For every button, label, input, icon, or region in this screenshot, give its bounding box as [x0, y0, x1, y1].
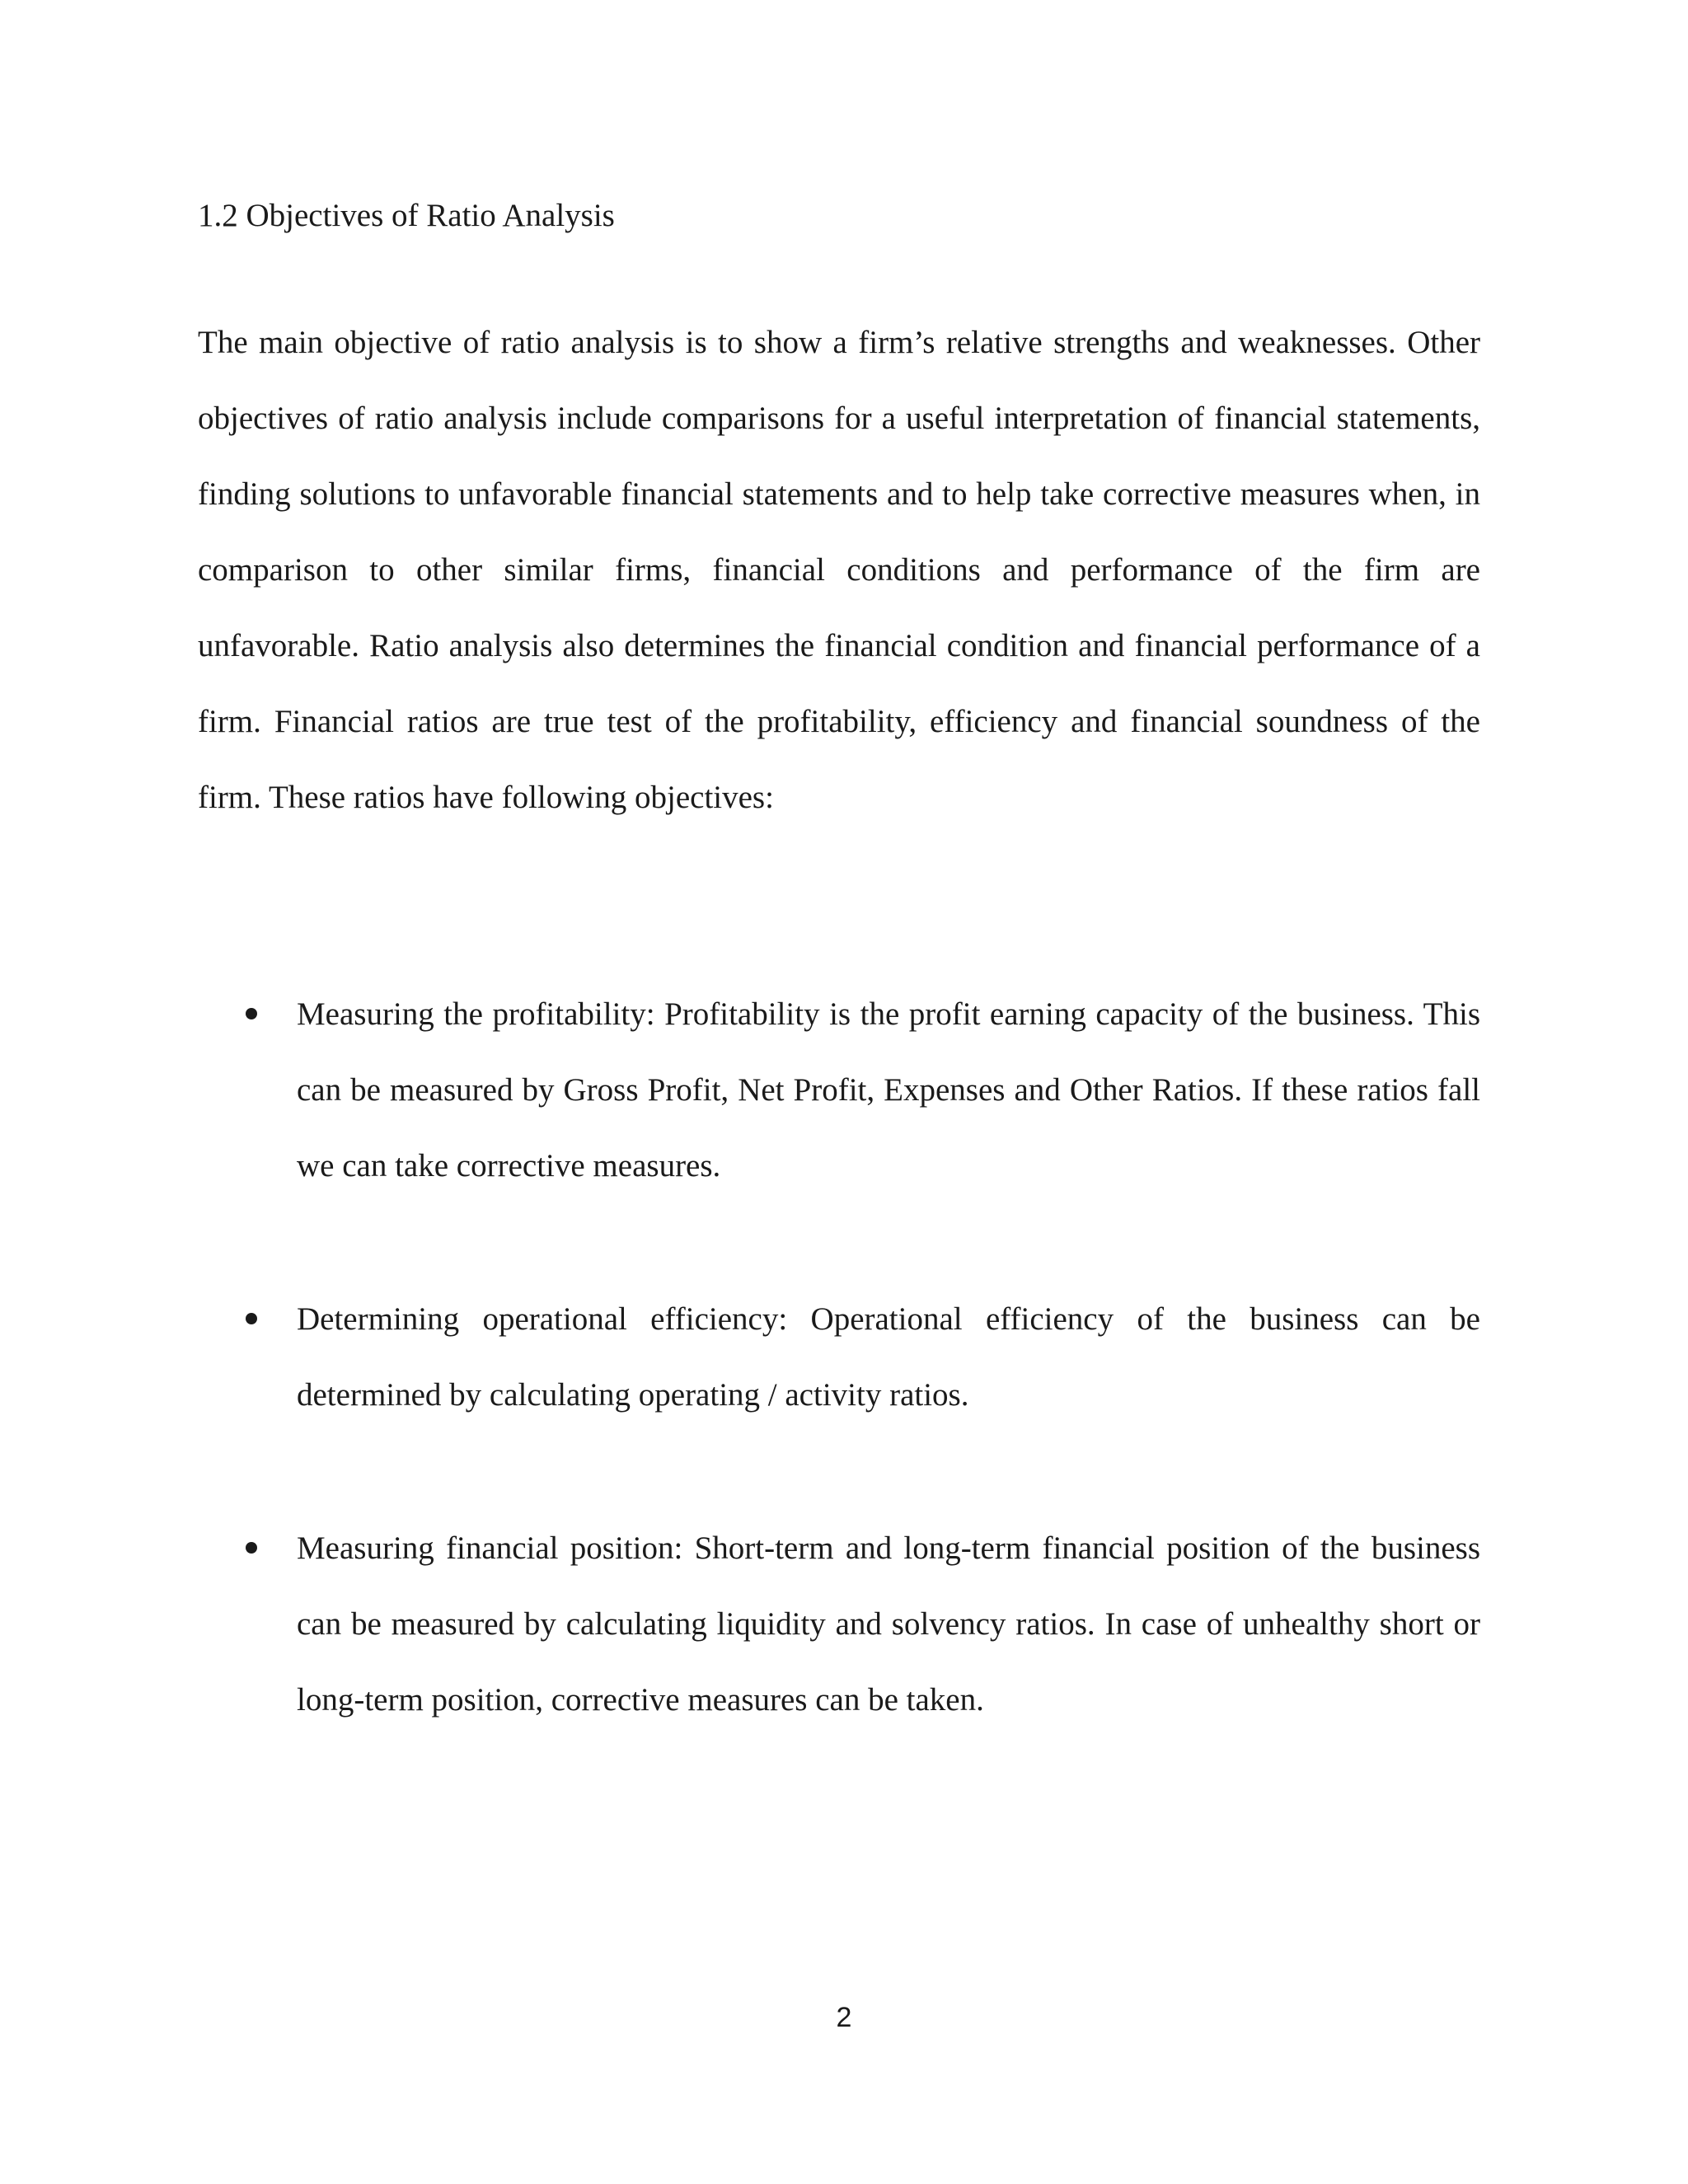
- intro-paragraph: The main objective of ratio analysis is to show a firm’s relative strengths and weaknesses. Other objectives of ratio analysis include comparisons for a useful interpretation of financial statements, finding solutions to unfavorable financial statements and to help take corrective measures when, in comparison to other similar firms, financial conditions and performance of the firm are unfavorable. Ratio analysis also determines the financial condition and financial performance of a firm. Financial ratios are true test of the profitability, efficiency and financial soundness of the firm. These ratios have following objectives:: [198, 325, 1480, 815]
- objective-text: Measuring the profitability: Profitability is the profit earning capacity of the business. This can be measured by Gross Profit, Net Profit, Expenses and Other Ratios. If these ratios fall we can take corrective measures.: [297, 996, 1480, 1183]
- objective-item-profitability: [198, 977, 1480, 1204]
- objective-text: Measuring financial position: Short-term and long-term financial position of the business can be measured by calculating liquidity and solvency ratios. In case of unhealthy short or long-term position, corrective measures can be taken.: [297, 1530, 1480, 1718]
- objective-text: Determining operational efficiency: Operational efficiency of the business can be determined by calculating operating / activity ratios.: [297, 1301, 1480, 1413]
- objective-item-financial-position: [198, 1511, 1480, 1738]
- objectives-list: [198, 977, 1480, 1738]
- objective-item-efficiency: [198, 1282, 1480, 1433]
- section-heading: 1.2 Objectives of Ratio Analysis: [198, 198, 615, 233]
- bullet-icon: [246, 1313, 257, 1324]
- bullet-icon: [246, 1008, 257, 1019]
- bullet-icon: [246, 1542, 257, 1554]
- page-number: 2: [836, 2002, 852, 2033]
